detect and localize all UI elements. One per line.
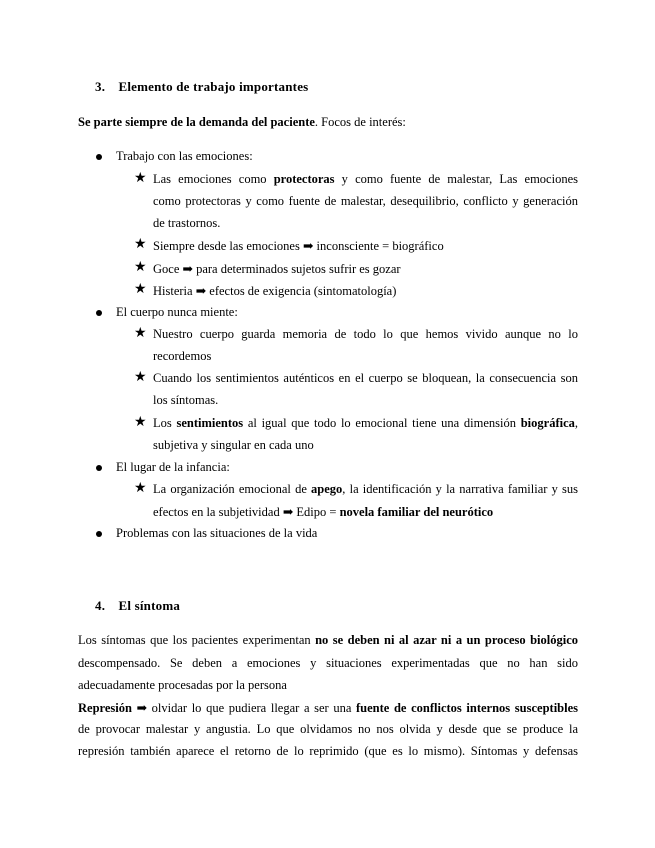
b2-sub-1-line-1: Nuestro cuerpo guarda memoria de todo lo que hemos vivido aunque no lo: [153, 327, 578, 341]
b1-sub-1-line-2: como protectoras y como fuente de malestar, desequilibrio, conflicto y generación: [153, 194, 578, 208]
b1-sub-1-line-1: [153, 172, 578, 187]
text-run: al igual que todo lo emocional tiene una dimensión: [243, 416, 521, 430]
bullet-3-label: El lugar de la infancia:: [116, 460, 230, 474]
text-run: Los síntomas que los pacientes experimentan: [78, 633, 316, 647]
section-title: Elemento de trabajo importantes: [118, 79, 309, 94]
text-run: ,: [574, 416, 579, 430]
star-icon: ★: [134, 260, 147, 275]
b2-sub-3-line-1: [153, 416, 578, 431]
section-number: 4.: [95, 598, 106, 613]
star-icon: ★: [134, 237, 147, 252]
star-icon: ★: [134, 415, 147, 430]
star-icon: ★: [134, 171, 147, 186]
star-icon: ★: [134, 326, 147, 341]
text-run: y como fuente de malestar, Las emociones: [334, 172, 578, 186]
bold-run: apego: [311, 482, 343, 496]
bold-run: fuente de conflictos internos susceptibles: [356, 701, 578, 715]
b2-sub-2-line-2: los síntomas.: [153, 393, 219, 407]
text-run: ➡ olvidar lo que pudiera llegar a ser una: [131, 701, 357, 715]
bullet-dot-icon: [96, 153, 104, 161]
text-run: Los: [153, 416, 177, 430]
text-run: Las emociones como: [153, 172, 274, 186]
bullet-dot-icon: [96, 309, 104, 317]
section-title: El síntoma: [118, 598, 181, 613]
b1-sub-2: Siempre desde las emociones ➡ inconsciente = biográfico: [153, 239, 444, 253]
text-run: , la identificación y la narrativa familiar y sus: [342, 482, 578, 496]
b3-sub-1-line-1: [153, 482, 578, 497]
intro-bold: Se parte siempre de la demanda del paciente: [78, 115, 315, 129]
s4-p2-line-3: represión también aparece el retorno de lo reprimido (que es lo mismo). Síntomas y defensas: [78, 744, 578, 758]
section-4-heading: [95, 598, 180, 614]
bullet-2-label: El cuerpo nunca miente:: [116, 305, 238, 319]
s4-p1-line-1: [78, 633, 578, 648]
bullet-1-label: Trabajo con las emociones:: [116, 149, 253, 163]
bold-run: biográfica: [520, 416, 575, 430]
b3-sub-1-line-2: [153, 504, 493, 520]
bullet-dot-icon: [96, 530, 104, 538]
bullet-4-label: Problemas con las situaciones de la vida: [116, 526, 318, 540]
section-3-heading: [95, 79, 308, 95]
bold-run: novela familiar del neurótico: [339, 505, 494, 519]
bold-run: no se deben ni al azar ni a un proceso biológico: [315, 633, 578, 647]
section-number: 3.: [95, 79, 106, 94]
text-run: La organización emocional de: [153, 482, 312, 496]
s4-p2-line-2: de provocar malestar y angustia. Lo que olvidamos no nos olvida y desde que se produce la: [78, 722, 578, 736]
star-icon: ★: [134, 481, 147, 496]
text-run: efectos en la subjetividad ➡ Edipo =: [153, 505, 340, 519]
bold-run: sentimientos: [176, 416, 244, 430]
section-3-intro: [78, 115, 578, 130]
bold-run: Represión: [78, 701, 132, 715]
b1-sub-1-line-3: de trastornos.: [153, 216, 221, 230]
bullet-dot-icon: [96, 464, 104, 472]
s4-p1-line-3: adecuadamente procesadas por la persona: [78, 678, 287, 692]
s4-p2-line-1: [78, 700, 578, 716]
b2-sub-1-line-2: recordemos: [153, 349, 212, 363]
b1-sub-3: Goce ➡ para determinados sujetos sufrir es gozar: [153, 262, 401, 276]
bold-run: protectoras: [273, 172, 335, 186]
b1-sub-4: Histeria ➡ efectos de exigencia (sintomatología): [153, 284, 397, 298]
star-icon: ★: [134, 370, 147, 385]
b2-sub-3-line-2: subjetiva y singular en cada uno: [153, 438, 314, 452]
b2-sub-2-line-1: Cuando los sentimientos auténticos en el cuerpo se bloquean, la consecuencia son: [153, 371, 578, 385]
intro-rest: . Focos de interés:: [314, 115, 406, 129]
s4-p1-line-2: descompensado. Se deben a emociones y situaciones experimentadas que no han sido: [78, 656, 578, 670]
star-icon: ★: [134, 282, 147, 297]
